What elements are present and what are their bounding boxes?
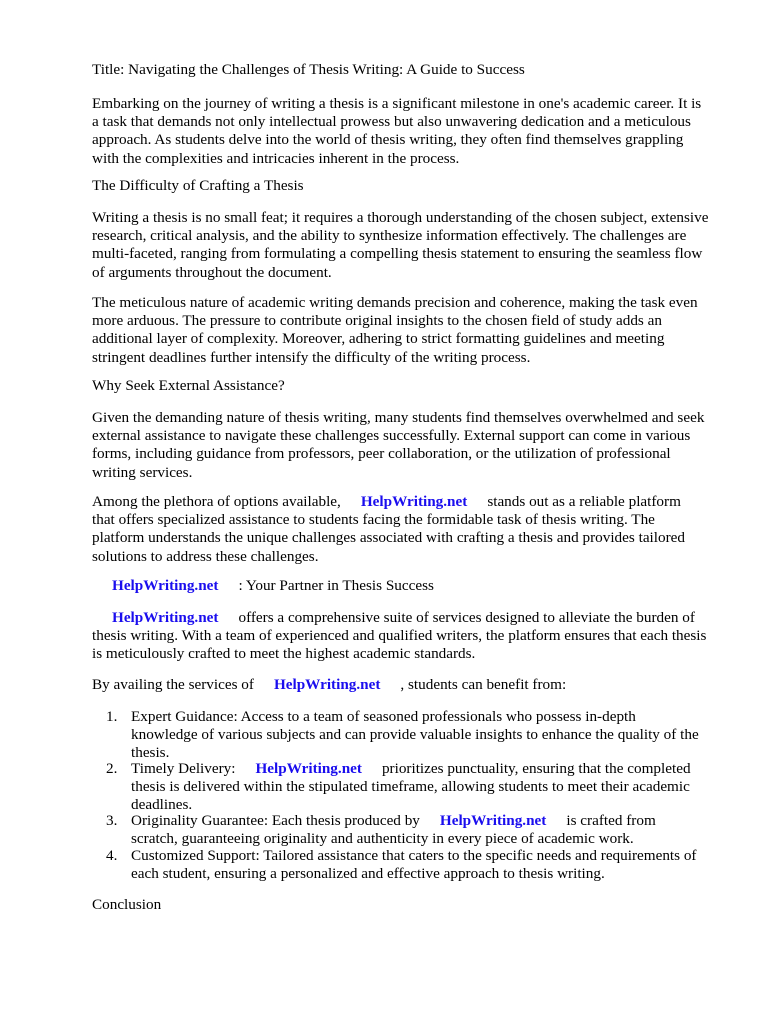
difficulty-paragraph-2: The meticulous nature of academic writing demands precision and coherence, making the task even more arduous. The pressure to contribute original insights to the chosen field of study adds an additional layer of complexity. Moreover, adhering to strict formatting guidelines and meeting stringent deadlines further intensify the difficulty of the writing process. (92, 294, 698, 366)
helpwriting-link[interactable]: HelpWriting.net (255, 760, 362, 777)
among-paragraph: Among the plethora of options available, HelpWriting.net stands out as a reliable platform that offers specialized assistance to students facing the formidable task of thesis writing. The platform understands the unique challenges associated with crafting a thesis and provides tailored solutions to address these challenges. (92, 493, 685, 565)
helpwriting-link[interactable]: HelpWriting.net (360, 493, 468, 510)
heading-difficulty: The Difficulty of Crafting a Thesis (92, 177, 304, 194)
partner-heading: HelpWriting.net : Your Partner in Thesis Success (112, 577, 434, 594)
helpwriting-link[interactable]: HelpWriting.net (112, 609, 219, 626)
list-number: 1. (106, 708, 118, 725)
helpwriting-link[interactable]: HelpWriting.net (439, 812, 547, 829)
list-number: 2. (106, 760, 118, 777)
list-number: 3. (106, 812, 118, 829)
difficulty-paragraph-1: Writing a thesis is no small feat; it requires a thorough understanding of the chosen subject, extensive research, critical analysis, and the ability to synthesize information effectively. The challenges are multi-faceted, ranging from formulating a compelling thesis statement to ensuring the seamless flow of arguments throughout the document. (92, 209, 709, 281)
helpwriting-link[interactable]: HelpWriting.net (112, 577, 219, 594)
availing-paragraph: By availing the services of HelpWriting.net , students can benefit from: (92, 676, 567, 693)
helpwriting-link[interactable]: HelpWriting.net (273, 676, 381, 693)
list-number: 4. (106, 847, 118, 864)
document-page: Title: Navigating the Challenges of Thesis Writing: A Guide to Success Embarking on the journey of writing a thesis is a significant milestone in one's academic career. It is a task that demands not only intellectual prowess but also unwavering dedication and a meticulous approach. As students delve into the world of thesis writing, they often find themselves grappling with the complexities and intricacies inherent in the process. The Difficulty of Crafting a Thesis Writing a thesis is no small feat; it requires a thorough understanding of the chosen subject, extensive research, critical analysis, and the ability to synthesize information effectively. The challenges are multi-faceted, ranging from formulating a compelling thesis statement to ensuring the seamless flow of arguments throughout the document. The meticulous nature of academic writing demands precision and coherence, making the task even more arduous. The pressure to contribute original insights to the chosen field of study adds an additional layer of complexity. Moreover, adhering to strict formatting guidelines and meeting stringent deadlines further intensify the difficulty of the writing process. Why Seek External Assistance? Given the demanding nature of thesis writing, many students find themselves overwhelmed and seek external assistance to navigate these challenges successfully. External support can come in various forms, including guidance from professors, peer collaboration, or the utilization of professional writing services. Among the plethora of options available, HelpWriting.net stands out as a reliable platform that offers specialized assistance to students facing the formidable task of thesis writing. The platform understands the unique challenges associated with crafting a thesis and provides tailored solutions to address these challenges. HelpWriting.net : Your Partner in Thesis Success HelpWriting.net offers a comprehensive suite of services designed to alleviate the burden of thesis writing. With a team of experienced and qualified writers, the platform ensures that each thesis is meticulously crafted to meet the highest academic standards. By availing the services of HelpWriting.net , students can benefit from: 1. Expert Guidance: Access to a team of seasoned professionals who possess in-depth knowledge of various subjects and can provide valuable insights to enhance the quality of the thesis. 2. Timely Delivery: HelpWriting.net prioritizes punctuality, ensuring that the completed thesis is delivered within the stipulated timeframe, allowing students to meet their academic deadlines. 3. Originality Guarantee: Each thesis produced by HelpWriting.net is crafted from scratch, guaranteeing originality and authenticity in every piece of academic work. 4. Customized Support: Tailored assistance that caters to the specific needs and requirements of each student, ensuring a personalized and effective approach to thesis writing. Conclusion (0, 0, 768, 1024)
heading-why: Why Seek External Assistance? (92, 377, 285, 394)
why-paragraph: Given the demanding nature of thesis writing, many students find themselves overwhelmed and seek external assistance to navigate these challenges successfully. External support can come in various forms, including guidance from professors, peer collaboration, or the utilization of professional writing services. (92, 409, 705, 481)
title-line: Title: Navigating the Challenges of Thesis Writing: A Guide to Success (92, 61, 525, 78)
heading-conclusion: Conclusion (92, 896, 162, 913)
offers-paragraph: HelpWriting.net offers a comprehensive suite of services designed to alleviate the burden of thesis writing. With a team of experienced and qualified writers, the platform ensures that each thesis is meticulously crafted to meet the highest academic standards. (92, 609, 707, 663)
intro-paragraph: Embarking on the journey of writing a thesis is a significant milestone in one's academic career. It is a task that demands not only intellectual prowess but also unwavering dedication and a meticulous approach. As students delve into the world of thesis writing, they often find themselves grappling with the complexities and intricacies inherent in the process. (92, 95, 702, 167)
